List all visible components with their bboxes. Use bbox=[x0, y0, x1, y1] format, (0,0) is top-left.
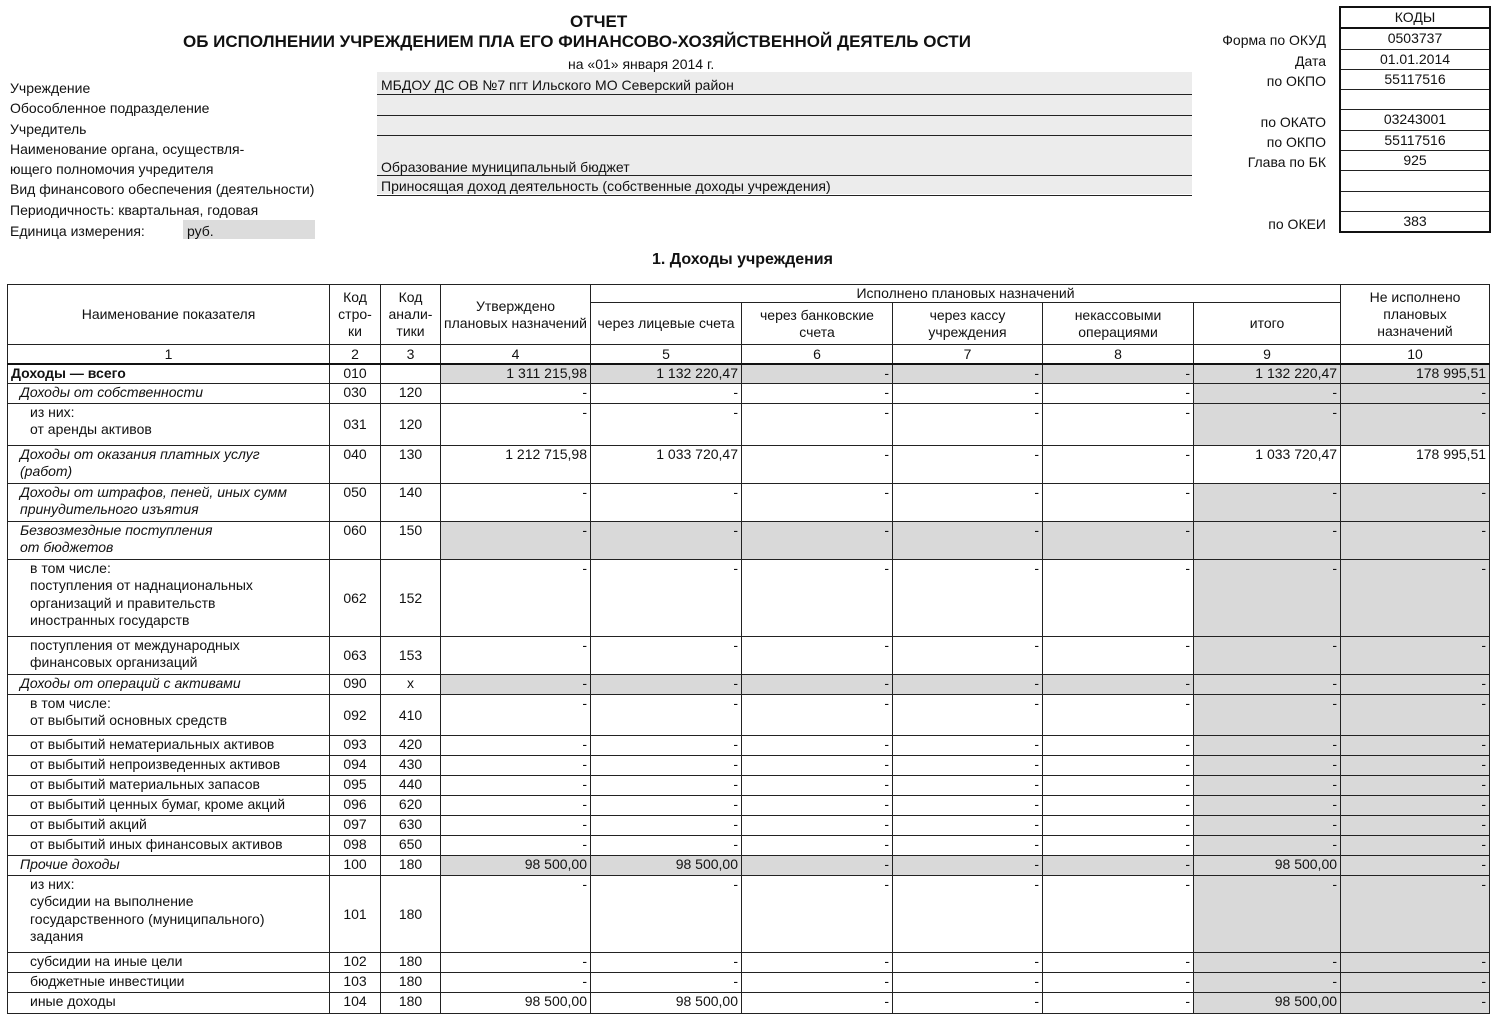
value-cell-c8: - bbox=[1043, 483, 1194, 521]
institution-value: МБДОУ ДС ОВ №7 пгт Ильского МО Северский район bbox=[381, 77, 734, 93]
code-label-okei: по ОКЕИ bbox=[1268, 216, 1326, 232]
value-cell-c10: - bbox=[1341, 855, 1490, 875]
value-cell-c4: - bbox=[441, 972, 591, 992]
row-code: 101 bbox=[330, 875, 381, 952]
col-header-bank: через банковские счета bbox=[742, 303, 893, 345]
codes-header: КОДЫ bbox=[1341, 8, 1489, 29]
value-cell-c8: - bbox=[1043, 694, 1194, 735]
table-row bbox=[8, 521, 1490, 559]
code-label-bk: Глава по БК bbox=[1247, 154, 1326, 170]
value-cell-c9: - bbox=[1194, 383, 1341, 403]
value-cell-c5: 1 033 720,47 bbox=[591, 445, 742, 483]
analytics-code: 180 bbox=[381, 875, 441, 952]
analytics-code: 180 bbox=[381, 972, 441, 992]
row-code: 095 bbox=[330, 775, 381, 795]
value-cell-c4: - bbox=[441, 694, 591, 735]
value-cell-c7: - bbox=[893, 835, 1043, 855]
table-row bbox=[8, 364, 1490, 383]
value-cell-c6: - bbox=[742, 972, 893, 992]
codes-box bbox=[1339, 6, 1491, 233]
code-value-empty-2 bbox=[1341, 171, 1489, 191]
analytics-code: 180 bbox=[381, 992, 441, 1013]
value-cell-c10: - bbox=[1341, 735, 1490, 755]
row-name: от выбытий иных финансовых активов bbox=[8, 835, 330, 855]
value-cell-c4: - bbox=[441, 795, 591, 815]
value-cell-c8: - bbox=[1043, 855, 1194, 875]
value-cell-c8: - bbox=[1043, 636, 1194, 674]
col-number: 9 bbox=[1194, 345, 1341, 365]
value-cell-c6: - bbox=[742, 755, 893, 775]
table-row bbox=[8, 775, 1490, 795]
col-number: 10 bbox=[1341, 345, 1490, 365]
analytics-code: 130 bbox=[381, 445, 441, 483]
institution-underline bbox=[377, 94, 1192, 95]
value-cell-c7: - bbox=[893, 952, 1043, 972]
value-cell-c10: - bbox=[1341, 775, 1490, 795]
row-name: от выбытий непроизведенных активов bbox=[8, 755, 330, 775]
value-cell-c5: - bbox=[591, 815, 742, 835]
value-cell-c10: - bbox=[1341, 972, 1490, 992]
analytics-code: 430 bbox=[381, 755, 441, 775]
analytics-code: 630 bbox=[381, 815, 441, 835]
value-cell-c5: - bbox=[591, 383, 742, 403]
code-value-date: 01.01.2014 bbox=[1341, 50, 1489, 70]
value-cell-c8: - bbox=[1043, 383, 1194, 403]
value-cell-c5: - bbox=[591, 521, 742, 559]
value-cell-c9: - bbox=[1194, 694, 1341, 735]
value-cell-c7: - bbox=[893, 636, 1043, 674]
col-header-cash: через кассу учреждения bbox=[893, 303, 1043, 345]
row-code: 010 bbox=[330, 364, 381, 383]
row-name: от выбытий ценных бумаг, кроме акций bbox=[8, 795, 330, 815]
col-header-not-executed: Не исполнено плановых назначений bbox=[1341, 285, 1490, 345]
value-cell-c8: - bbox=[1043, 521, 1194, 559]
table-row bbox=[8, 972, 1490, 992]
table-row bbox=[8, 694, 1490, 735]
value-cell-c4: 98 500,00 bbox=[441, 992, 591, 1013]
table-row bbox=[8, 403, 1490, 445]
analytics-code: 150 bbox=[381, 521, 441, 559]
value-cell-c4: - bbox=[441, 383, 591, 403]
value-cell-c7: - bbox=[893, 521, 1043, 559]
value-cell-c9: - bbox=[1194, 815, 1341, 835]
col-header-row-code: Код стро- ки bbox=[330, 285, 381, 345]
value-cell-c5: - bbox=[591, 694, 742, 735]
value-cell-c9: - bbox=[1194, 559, 1341, 636]
value-cell-c4: - bbox=[441, 835, 591, 855]
value-cell-c8: - bbox=[1043, 835, 1194, 855]
row-code: 103 bbox=[330, 972, 381, 992]
value-cell-c10: - bbox=[1341, 521, 1490, 559]
row-name: от выбытий материальных запасов bbox=[8, 775, 330, 795]
col-header-analytics-code: Код анали- тики bbox=[381, 285, 441, 345]
value-cell-c5: - bbox=[591, 403, 742, 445]
value-cell-c8: - bbox=[1043, 755, 1194, 775]
value-cell-c8: - bbox=[1043, 364, 1194, 383]
analytics-code: 410 bbox=[381, 694, 441, 735]
col-header-total: итого bbox=[1194, 303, 1341, 345]
value-cell-c7: - bbox=[893, 364, 1043, 383]
row-code: 094 bbox=[330, 755, 381, 775]
code-value-empty-3 bbox=[1341, 192, 1489, 212]
value-cell-c4: - bbox=[441, 483, 591, 521]
value-cell-c9: - bbox=[1194, 952, 1341, 972]
value-cell-c4: - bbox=[441, 775, 591, 795]
value-cell-c4: - bbox=[441, 521, 591, 559]
analytics-code: 120 bbox=[381, 403, 441, 445]
value-cell-c5: - bbox=[591, 559, 742, 636]
row-code: 093 bbox=[330, 735, 381, 755]
income-table bbox=[7, 284, 1490, 1014]
section-title: 1. Доходы учреждения bbox=[652, 251, 833, 268]
value-cell-c5: - bbox=[591, 483, 742, 521]
value-cell-c4: - bbox=[441, 875, 591, 952]
row-name: бюджетные инвестиции bbox=[8, 972, 330, 992]
value-cell-c9: - bbox=[1194, 674, 1341, 694]
col-number: 6 bbox=[742, 345, 893, 365]
organ-label-line2: ющего полномочия учредителя bbox=[10, 161, 214, 177]
value-cell-c10: - bbox=[1341, 403, 1490, 445]
value-cell-c6: - bbox=[742, 403, 893, 445]
row-name: Доходы от собственности bbox=[8, 383, 330, 403]
organ-underline bbox=[377, 175, 1192, 176]
value-cell-c4: - bbox=[441, 403, 591, 445]
col-header-noncash: некассовыми операциями bbox=[1043, 303, 1194, 345]
value-cell-c9: 1 033 720,47 bbox=[1194, 445, 1341, 483]
value-cell-c6: - bbox=[742, 559, 893, 636]
value-cell-c9: - bbox=[1194, 521, 1341, 559]
table-row bbox=[8, 952, 1490, 972]
col-header-name: Наименование показателя bbox=[8, 285, 330, 345]
value-cell-c10: - bbox=[1341, 694, 1490, 735]
value-cell-c7: - bbox=[893, 855, 1043, 875]
code-value-okato: 03243001 bbox=[1341, 110, 1489, 130]
value-cell-c6: - bbox=[742, 992, 893, 1013]
value-cell-c5: - bbox=[591, 674, 742, 694]
value-cell-c7: - bbox=[893, 483, 1043, 521]
code-value-okei: 383 bbox=[1403, 212, 1427, 229]
value-cell-c9: - bbox=[1194, 735, 1341, 755]
value-cell-c4: - bbox=[441, 674, 591, 694]
row-name: Доходы от штрафов, пеней, иных сумм принудительного изъятия bbox=[8, 483, 330, 521]
table-row bbox=[8, 835, 1490, 855]
value-cell-c8: - bbox=[1043, 674, 1194, 694]
value-cell-c10: - bbox=[1341, 835, 1490, 855]
row-code: 104 bbox=[330, 992, 381, 1013]
row-code: 030 bbox=[330, 383, 381, 403]
value-cell-c9: - bbox=[1194, 775, 1341, 795]
row-name: Доходы от операций с активами bbox=[8, 674, 330, 694]
row-name: иные доходы bbox=[8, 992, 330, 1013]
subdivision-underline bbox=[377, 115, 1192, 116]
value-cell-c8: - bbox=[1043, 875, 1194, 952]
value-cell-c10: - bbox=[1341, 383, 1490, 403]
row-name: в том числе: поступления от наднациональных организаций и правительств иностранных государств bbox=[8, 559, 330, 636]
value-cell-c9: - bbox=[1194, 483, 1341, 521]
finance-value: Приносящая доход деятельность (собственные доходы учреждения) bbox=[381, 178, 831, 194]
value-cell-c5: - bbox=[591, 795, 742, 815]
value-cell-c9: - bbox=[1194, 875, 1341, 952]
value-cell-c10: - bbox=[1341, 674, 1490, 694]
row-name: от выбытий нематериальных активов bbox=[8, 735, 330, 755]
table-row bbox=[8, 735, 1490, 755]
row-name: Доходы от оказания платных услуг (работ) bbox=[8, 445, 330, 483]
organ-value: Образование муниципальный бюджет bbox=[381, 159, 630, 175]
row-name: Безвозмездные поступления от бюджетов bbox=[8, 521, 330, 559]
value-cell-c8: - bbox=[1043, 403, 1194, 445]
value-cell-c9: - bbox=[1194, 835, 1341, 855]
value-cell-c9: - bbox=[1194, 755, 1341, 775]
row-code: 062 bbox=[330, 559, 381, 636]
value-cell-c8: - bbox=[1043, 972, 1194, 992]
table-row bbox=[8, 992, 1490, 1013]
table-row bbox=[8, 674, 1490, 694]
analytics-code: 180 bbox=[381, 855, 441, 875]
row-name: Прочие доходы bbox=[8, 855, 330, 875]
value-cell-c6: - bbox=[742, 875, 893, 952]
code-label-okato: по ОКАТО bbox=[1260, 114, 1326, 130]
value-cell-c9: 1 132 220,47 bbox=[1194, 364, 1341, 383]
analytics-code: 120 bbox=[381, 383, 441, 403]
value-cell-c7: - bbox=[893, 559, 1043, 636]
value-cell-c7: - bbox=[893, 775, 1043, 795]
value-cell-c8: - bbox=[1043, 795, 1194, 815]
value-cell-c4: 98 500,00 bbox=[441, 855, 591, 875]
value-cell-c6: - bbox=[742, 636, 893, 674]
row-code: 102 bbox=[330, 952, 381, 972]
founder-underline bbox=[377, 135, 1192, 136]
value-cell-c5: - bbox=[591, 735, 742, 755]
code-value-okpo-2: 55117516 bbox=[1341, 131, 1489, 151]
code-label-date: Дата bbox=[1294, 53, 1326, 69]
row-code: 060 bbox=[330, 521, 381, 559]
report-date-line: на «01» января 2014 г. bbox=[568, 56, 715, 72]
value-cell-c6: - bbox=[742, 952, 893, 972]
table-row bbox=[8, 636, 1490, 674]
col-number: 7 bbox=[893, 345, 1043, 365]
founder-label: Учредитель bbox=[10, 121, 87, 137]
value-cell-c8: - bbox=[1043, 445, 1194, 483]
value-cell-c7: - bbox=[893, 735, 1043, 755]
row-name: из них: субсидии на выполнение государственного (муниципального) задания bbox=[8, 875, 330, 952]
value-cell-c9: - bbox=[1194, 403, 1341, 445]
row-code: 090 bbox=[330, 674, 381, 694]
value-cell-c10: - bbox=[1341, 952, 1490, 972]
row-code: 063 bbox=[330, 636, 381, 674]
code-label-okud: Форма по ОКУД bbox=[1222, 32, 1326, 48]
value-cell-c7: - bbox=[893, 875, 1043, 952]
value-cell-c6: - bbox=[742, 815, 893, 835]
analytics-code: 180 bbox=[381, 952, 441, 972]
value-cell-c10: - bbox=[1341, 636, 1490, 674]
report-title: ОТЧЕТ bbox=[570, 12, 628, 31]
col-header-approved: Утверждено плановых назначений bbox=[441, 285, 591, 345]
row-code: 092 bbox=[330, 694, 381, 735]
analytics-code: 620 bbox=[381, 795, 441, 815]
row-name: Доходы — всего bbox=[8, 364, 330, 383]
value-cell-c8: - bbox=[1043, 735, 1194, 755]
col-number: 1 bbox=[8, 345, 330, 365]
value-cell-c6: - bbox=[742, 835, 893, 855]
analytics-code: 153 bbox=[381, 636, 441, 674]
unit-label: Единица измерения: bbox=[10, 223, 145, 239]
subdivision-label: Обособленное подразделение bbox=[10, 100, 210, 116]
value-cell-c6: - bbox=[742, 445, 893, 483]
analytics-code bbox=[381, 364, 441, 383]
value-cell-c5: 98 500,00 bbox=[591, 855, 742, 875]
row-name: субсидии на иные цели bbox=[8, 952, 330, 972]
col-number: 2 bbox=[330, 345, 381, 365]
value-cell-c6: - bbox=[742, 364, 893, 383]
value-cell-c6: - bbox=[742, 735, 893, 755]
value-cell-c5: - bbox=[591, 952, 742, 972]
value-cell-c5: - bbox=[591, 636, 742, 674]
row-code: 098 bbox=[330, 835, 381, 855]
finance-label: Вид финансового обеспечения (деятельности) bbox=[10, 181, 315, 197]
row-name: поступления от международных финансовых организаций bbox=[8, 636, 330, 674]
col-header-executed: Исполнено плановых назначений bbox=[591, 285, 1341, 303]
table-row bbox=[8, 795, 1490, 815]
col-number: 5 bbox=[591, 345, 742, 365]
value-cell-c8: - bbox=[1043, 559, 1194, 636]
institution-label: Учреждение bbox=[10, 80, 91, 96]
value-cell-c10: - bbox=[1341, 992, 1490, 1013]
row-code: 097 bbox=[330, 815, 381, 835]
row-name: из них: от аренды активов bbox=[8, 403, 330, 445]
table-row bbox=[8, 875, 1490, 952]
col-number: 8 bbox=[1043, 345, 1194, 365]
value-cell-c6: - bbox=[742, 483, 893, 521]
value-cell-c7: - bbox=[893, 403, 1043, 445]
value-cell-c8: - bbox=[1043, 775, 1194, 795]
finance-underline bbox=[377, 195, 1192, 196]
value-cell-c10: - bbox=[1341, 795, 1490, 815]
value-cell-c9: 98 500,00 bbox=[1194, 992, 1341, 1013]
value-cell-c4: - bbox=[441, 952, 591, 972]
analytics-code: 440 bbox=[381, 775, 441, 795]
value-cell-c5: - bbox=[591, 875, 742, 952]
analytics-code: 152 bbox=[381, 559, 441, 636]
value-cell-c7: - bbox=[893, 992, 1043, 1013]
unit-value: руб. bbox=[187, 223, 214, 239]
value-cell-c4: - bbox=[441, 815, 591, 835]
value-cell-c5: - bbox=[591, 775, 742, 795]
value-cell-c9: - bbox=[1194, 795, 1341, 815]
value-cell-c8: - bbox=[1043, 815, 1194, 835]
value-cell-c6: - bbox=[742, 775, 893, 795]
table-row bbox=[8, 815, 1490, 835]
row-code: 096 bbox=[330, 795, 381, 815]
organ-label-line1: Наименование органа, осуществля- bbox=[10, 141, 245, 157]
value-cell-c4: - bbox=[441, 735, 591, 755]
value-cell-c10: 178 995,51 bbox=[1341, 364, 1490, 383]
value-cell-c7: - bbox=[893, 694, 1043, 735]
value-cell-c4: - bbox=[441, 559, 591, 636]
row-code: 100 bbox=[330, 855, 381, 875]
period-label: Периодичность: квартальная, годовая bbox=[10, 202, 259, 218]
value-cell-c6: - bbox=[742, 855, 893, 875]
value-cell-c8: - bbox=[1043, 992, 1194, 1013]
table-row bbox=[8, 445, 1490, 483]
code-value-okud: 0503737 bbox=[1341, 29, 1489, 49]
col-number: 4 bbox=[441, 345, 591, 365]
value-cell-c4: 1 311 215,98 bbox=[441, 364, 591, 383]
row-code: 050 bbox=[330, 483, 381, 521]
value-cell-c7: - bbox=[893, 755, 1043, 775]
table-row bbox=[8, 559, 1490, 636]
value-cell-c7: - bbox=[893, 815, 1043, 835]
table-row bbox=[8, 755, 1490, 775]
value-cell-c4: - bbox=[441, 755, 591, 775]
row-code: 040 bbox=[330, 445, 381, 483]
value-cell-c6: - bbox=[742, 521, 893, 559]
value-cell-c4: - bbox=[441, 636, 591, 674]
value-cell-c10: - bbox=[1341, 559, 1490, 636]
value-cell-c6: - bbox=[742, 674, 893, 694]
code-label-okpo-2: по ОКПО bbox=[1266, 134, 1326, 150]
value-cell-c6: - bbox=[742, 795, 893, 815]
col-header-accounts: через лицевые счета bbox=[591, 303, 742, 345]
value-cell-c5: - bbox=[591, 835, 742, 855]
value-cell-c7: - bbox=[893, 383, 1043, 403]
code-value-okpo: 55117516 bbox=[1341, 70, 1489, 90]
value-cell-c5: - bbox=[591, 755, 742, 775]
analytics-code: 420 bbox=[381, 735, 441, 755]
row-name: от выбытий акций bbox=[8, 815, 330, 835]
table-row bbox=[8, 855, 1490, 875]
value-cell-c5: 98 500,00 bbox=[591, 992, 742, 1013]
value-cell-c6: - bbox=[742, 694, 893, 735]
value-cell-c7: - bbox=[893, 972, 1043, 992]
value-cell-c5: - bbox=[591, 972, 742, 992]
row-code: 031 bbox=[330, 403, 381, 445]
value-cell-c8: - bbox=[1043, 952, 1194, 972]
value-cell-c7: - bbox=[893, 674, 1043, 694]
row-name: в том числе: от выбытий основных средств bbox=[8, 694, 330, 735]
table-row bbox=[8, 383, 1490, 403]
value-cell-c9: - bbox=[1194, 636, 1341, 674]
value-cell-c4: 1 212 715,98 bbox=[441, 445, 591, 483]
code-value-bk: 925 bbox=[1341, 151, 1489, 171]
report-subtitle: ОБ ИСПОЛНЕНИИ УЧРЕЖДЕНИЕМ ПЛА ЕГО ФИНАНСОВО-ХОЗЯЙСТВЕННОЙ ДЕЯТЕЛЬ ОСТИ bbox=[183, 32, 971, 51]
table-row bbox=[8, 483, 1490, 521]
analytics-code: x bbox=[381, 674, 441, 694]
value-cell-c7: - bbox=[893, 795, 1043, 815]
analytics-code: 140 bbox=[381, 483, 441, 521]
value-cell-c10: - bbox=[1341, 755, 1490, 775]
value-cell-c10: - bbox=[1341, 875, 1490, 952]
value-cell-c10: - bbox=[1341, 483, 1490, 521]
value-cell-c5: 1 132 220,47 bbox=[591, 364, 742, 383]
value-cell-c10: 178 995,51 bbox=[1341, 445, 1490, 483]
col-number: 3 bbox=[381, 345, 441, 365]
value-cell-c6: - bbox=[742, 383, 893, 403]
value-cell-c9: 98 500,00 bbox=[1194, 855, 1341, 875]
value-cell-c7: - bbox=[893, 445, 1043, 483]
code-value-empty-1 bbox=[1341, 90, 1489, 110]
value-cell-c10: - bbox=[1341, 815, 1490, 835]
code-label-okpo: по ОКПО bbox=[1266, 73, 1326, 89]
value-cell-c9: - bbox=[1194, 972, 1341, 992]
analytics-code: 650 bbox=[381, 835, 441, 855]
